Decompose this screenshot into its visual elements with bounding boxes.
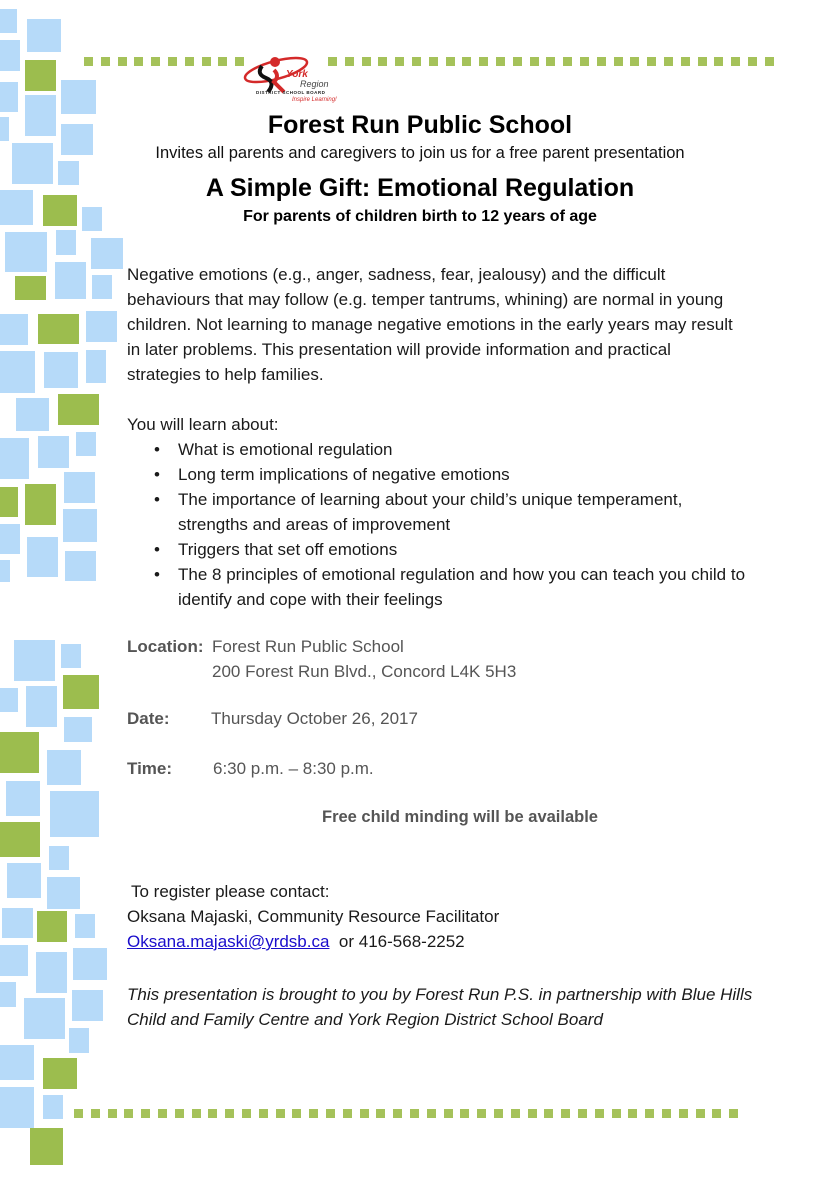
bullet-icon: • — [154, 465, 160, 484]
border-dot — [460, 1109, 469, 1118]
border-dot — [712, 1109, 721, 1118]
border-dot — [530, 57, 539, 66]
contact-section — [127, 879, 499, 954]
border-dot — [242, 1109, 251, 1118]
logo-region: Region — [300, 79, 329, 89]
border-dot — [91, 1109, 100, 1118]
partnership-line: Child and Family Centre and York Region District School Board — [127, 1010, 603, 1029]
border-dot — [376, 1109, 385, 1118]
border-dot — [563, 57, 572, 66]
list-item: • The 8 principles of emotional regulation and how you can teach you child to identify and cope with their feelings — [127, 562, 745, 612]
border-dot — [645, 1109, 654, 1118]
list-item: • What is emotional regulation — [127, 437, 745, 462]
border-dot — [462, 57, 471, 66]
border-dot — [630, 57, 639, 66]
border-dot — [628, 1109, 637, 1118]
border-dot — [218, 57, 227, 66]
border-dot — [731, 57, 740, 66]
border-dot — [729, 1109, 738, 1118]
border-dot — [511, 1109, 520, 1118]
bullet-icon: • — [154, 490, 160, 509]
border-dot — [118, 57, 127, 66]
border-dot — [681, 57, 690, 66]
location-name: Forest Run Public School — [212, 637, 404, 656]
border-dot — [546, 57, 555, 66]
border-dot — [395, 57, 404, 66]
border-dot — [714, 57, 723, 66]
audience-text: For parents of children birth to 12 years of age — [243, 208, 597, 225]
bullet-icon: • — [154, 565, 160, 584]
logo-tagline: Inspire Learning! — [292, 97, 337, 103]
border-dot — [698, 57, 707, 66]
border-dot — [151, 57, 160, 66]
border-dot — [477, 1109, 486, 1118]
border-dot — [647, 57, 656, 66]
border-dot — [101, 57, 110, 66]
intro-paragraph — [127, 262, 733, 387]
intro-line: behaviours that may follow (e.g. temper tantrums, whining) are normal in young — [127, 290, 724, 309]
location-address: 200 Forest Run Blvd., Concord L4K 5H3 — [212, 662, 517, 681]
learn-section — [127, 412, 745, 612]
border-dot — [561, 1109, 570, 1118]
partnership-note — [127, 982, 752, 1032]
border-dot — [595, 1109, 604, 1118]
learn-list — [127, 437, 745, 612]
border-dot — [108, 1109, 117, 1118]
border-dot — [124, 1109, 133, 1118]
border-dot — [168, 57, 177, 66]
date-label: Date: — [127, 709, 170, 728]
bullet-icon: • — [154, 440, 160, 459]
border-dot — [343, 1109, 352, 1118]
border-dot — [175, 1109, 184, 1118]
border-dot — [362, 57, 371, 66]
border-dot — [446, 57, 455, 66]
contact-heading: To register please contact: — [131, 882, 330, 901]
contact-person: Oksana Majaski, Community Resource Facilitator — [127, 907, 500, 926]
border-dot — [192, 1109, 201, 1118]
school-name: Forest Run Public School — [267, 111, 573, 139]
bullet-icon: • — [154, 540, 160, 559]
border-dot — [664, 57, 673, 66]
border-dot — [208, 1109, 217, 1118]
border-dot — [84, 57, 93, 66]
border-dot — [202, 57, 211, 66]
border-dot — [410, 1109, 419, 1118]
intro-line: Negative emotions (e.g., anger, sadness, fear, jealousy) and the difficult — [127, 265, 666, 284]
border-dot — [494, 1109, 503, 1118]
learn-heading: You will learn about: — [127, 415, 279, 434]
list-item: • Triggers that set off emotions — [127, 537, 745, 562]
border-dot — [696, 1109, 705, 1118]
intro-line: strategies to help families. — [127, 365, 324, 384]
phone-number: 416-568-2252 — [358, 932, 465, 951]
logo-york: York — [286, 69, 308, 80]
date-value: Thursday October 26, 2017 — [211, 709, 418, 728]
border-dot — [429, 57, 438, 66]
border-dot — [259, 1109, 268, 1118]
border-dot — [444, 1109, 453, 1118]
contact-line — [127, 929, 499, 954]
border-dot — [765, 57, 774, 66]
time-label: Time: — [127, 759, 173, 778]
border-dot — [580, 57, 589, 66]
border-dot — [412, 57, 421, 66]
or-text: or — [338, 932, 355, 951]
border-dot — [393, 1109, 402, 1118]
border-dot — [309, 1109, 318, 1118]
intro-line: children. Not learning to manage negative emotions in the early years may result — [127, 315, 733, 334]
border-dot — [597, 57, 606, 66]
border-dot — [479, 57, 488, 66]
border-dot — [513, 57, 522, 66]
location-label: Location: — [127, 637, 204, 656]
border-dot — [612, 1109, 621, 1118]
border-dot — [158, 1109, 167, 1118]
border-dot — [378, 57, 387, 66]
border-dot — [544, 1109, 553, 1118]
border-dot — [185, 57, 194, 66]
border-dot — [360, 1109, 369, 1118]
border-dot — [528, 1109, 537, 1118]
border-dot — [614, 57, 623, 66]
list-item: • Long term implications of negative emotions — [127, 462, 745, 487]
email-link[interactable]: Oksana.majaski@yrdsb.ca — [127, 932, 330, 951]
border-dot — [662, 1109, 671, 1118]
list-item: • The importance of learning about your child’s unique temperament, strengths and areas of improvement — [127, 487, 745, 537]
york-region-logo — [238, 52, 348, 108]
presentation-title: A Simple Gift: Emotional Regulation — [205, 174, 635, 202]
logo-board: DISTRICT SCHOOL BOARD — [256, 90, 326, 95]
border-dot — [276, 1109, 285, 1118]
border-dot — [292, 1109, 301, 1118]
intro-line: in later problems. This presentation will provide information and practical — [127, 340, 671, 359]
border-dot — [134, 57, 143, 66]
border-dot — [748, 57, 757, 66]
child-minding-note: Free child minding will be available — [322, 808, 598, 826]
border-dot — [225, 1109, 234, 1118]
time-value: 6:30 p.m. – 8:30 p.m. — [213, 759, 374, 778]
border-dot — [578, 1109, 587, 1118]
partnership-line: This presentation is brought to you by Forest Run P.S. in partnership with Blue Hills — [127, 985, 753, 1004]
border-dot — [326, 1109, 335, 1118]
border-dot — [74, 1109, 83, 1118]
border-dot — [141, 1109, 150, 1118]
border-dot — [679, 1109, 688, 1118]
invitation-text: Invites all parents and caregivers to join us for a free parent presentation — [155, 144, 685, 162]
border-dot — [427, 1109, 436, 1118]
border-dot — [496, 57, 505, 66]
